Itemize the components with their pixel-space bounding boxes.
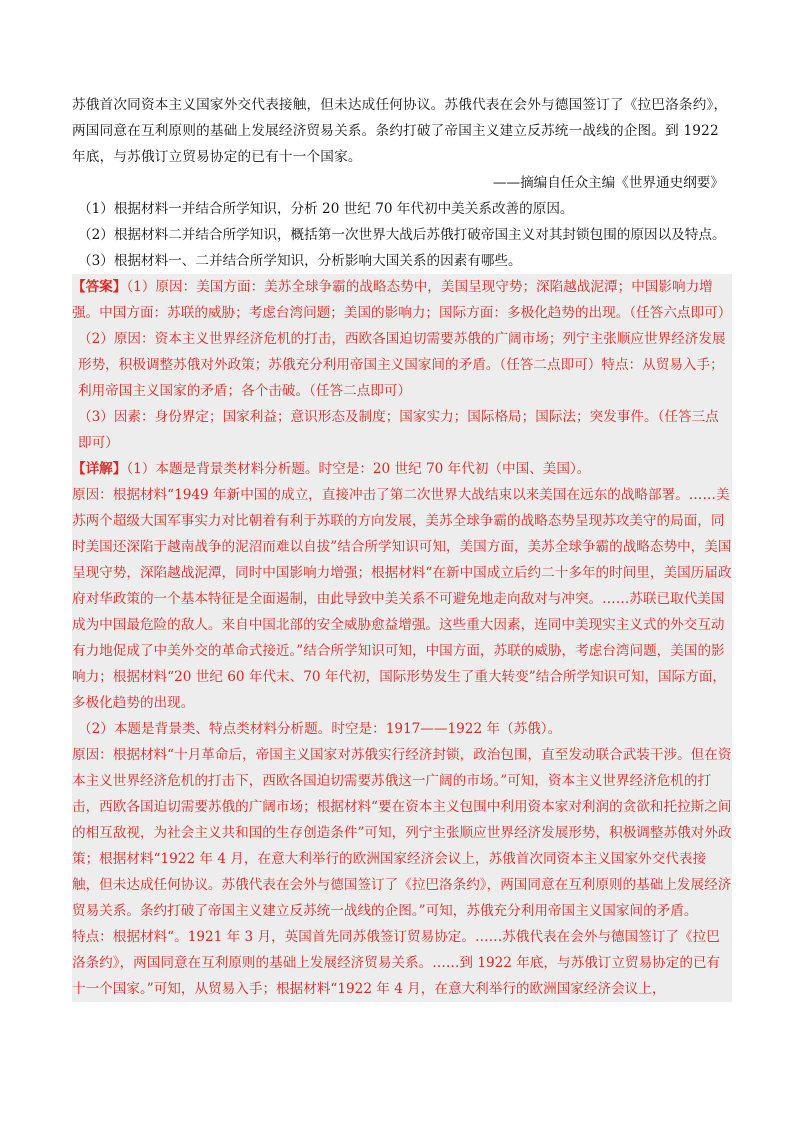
detail-paragraph-2: 原因：根据材料“十月革命后，帝国主义国家对苏俄实行经济封锁，政治包围，直至发动联合武装干涉。但在资本主义世界经济危机的打击下，西欧各国迫切需要苏俄这一广阔的市场。”可知，资本主义世界经济危机的打击，西欧各国迫切需要苏俄的广阔市场；根据材料“要在资本主义包围中利用资本家对利润的贪欲和托拉斯之间的相互敌视，为社会主义共和国的生存创造条件”可知，列宁主张顺应世界经济发展形势，积极调整苏俄对外政策；根据材料“1922 年 4 月，在意大利举行的欧洲国家经济会议上，苏俄首次同资本主义国家外交代表接触，但未达成任何协议。苏俄代表在会外与德国签订了《拉巴洛条约》，两国同意在互利原则的基础上发展经济贸易关系。条约打破了帝国主义建立反苏统一战线的企图。”可知，苏俄充分利用帝国主义国家间的矛盾。 <box>72 747 732 919</box>
detail-paragraph-3: 特点：根据材料“。1921 年 3 月，英国首先同苏俄签订贸易协定。……苏俄代表在会外与德国签订了《拉巴洛条约》，两国同意在互利原则的基础上发展经济贸易关系。……到 1922 年底，与苏俄订立贸易协定的已有十一个国家。”可知，从贸易入手；根据材料“1922 年 4 月，在意大利举行的欧洲国家经济会议上， <box>72 929 721 997</box>
answer-part-3: （3）因素：身份界定；国家利益；意识形态及制度；国家实力；国际格局；国际法；突发事件。（任答三点即可） <box>78 409 719 451</box>
question-1: （1）根据材料一并结合所学知识，分析 20 世纪 70 年代初中美关系改善的原因。 <box>78 201 574 217</box>
material-source: ——摘编自任众主编《世界通史纲要》 <box>492 175 724 191</box>
question-3: （3）根据材料一、二并结合所学知识，分析影响大国关系的因素有哪些。 <box>78 253 522 269</box>
question-2: （2）根据材料二并结合所学知识，概括第一次世界大战后苏俄打破帝国主义对其封锁包围的原因以及特点。 <box>78 227 726 243</box>
document-page <box>72 92 732 1002</box>
answer-part-2: （2）原因：资本主义世界经济危机的打击，西欧各国迫切需要苏俄的广阔市场；列宁主张顺应世界经济发展形势，积极调整苏俄对外政策；苏俄充分利用帝国主义国家间的矛盾。（任答二点即可）特点：从贸易入手；利用帝国主义国家的矛盾；各个击破。（任答二点即可） <box>78 331 726 399</box>
detail-tag: 【 详解 】 <box>72 461 126 477</box>
detail-intro-2: （2）本题是背景类、特点类材料分析题。时空是：1917——1922 年（苏俄）。 <box>78 721 562 737</box>
detail-intro-1 <box>72 456 732 482</box>
material-paragraph: 苏俄首次同资本主义国家外交代表接触，但未达成任何协议。苏俄代表在会外与德国签订了《拉巴洛条约》，两国同意在互利原则的基础上发展经济贸易关系。条约打破了帝国主义建立反苏统一战线的企图。到 1922 年底，与苏俄订立贸易协定的已有十一个国家。 <box>72 97 728 165</box>
answer-tag: 【 答案 】 <box>72 279 126 295</box>
answer-part-1 <box>72 274 732 326</box>
detail-paragraph-1: 原因：根据材料“1949 年新中国的成立，直接冲击了第二次世界大战结束以来美国在远东的战略部署。……美苏两个超级大国军事实力对比朝着有利于苏联的方向发展，美苏全球争霸的战略态势呈现苏攻美守的局面，同时美国还深陷于越南战争的泥沼而难以自拔”结合所学知识可知，美国方面，美苏全球争霸的战略态势中，美国呈现守势，深陷越战泥潭，同时中国影响力增强；根据材料“在新中国成立后约二十多年的时间里，美国历届政府对华政策的一个基本特征是全面遏制，由此导致中美关系不可避免地走向敌对与冲突。……苏联已取代美国成为中国最危险的敌人。来自中国北部的安全威胁愈益增强。这些重大因素，连同中美现实主义式的外交互动有力地促成了中美外交的革命式接近。”结合所学知识可知，中国方面，苏联的威胁，考虑台湾问题，美国的影响力；根据材料“20 世纪 60 年代末、70 年代初，国际形势发生了重大转变”结合所学知识可知，国际方面，多极化趋势的出现。 <box>72 487 732 711</box>
detail-intro-1-text: （1）本题是背景类材料分析题。时空是：20 世纪 70 年代初（中国、美国）。 <box>126 461 591 477</box>
answer-section <box>72 274 732 1002</box>
answer-text-1: （1）原因：美国方面：美苏全球争霸的战略态势中，美国呈现守势；深陷越战泥潭；中国影响力增强。中国方面：苏联的威胁；考虑台湾问题；美国的影响力；国际方面：多极化趋势的出现。（任答六点即可） <box>72 279 732 321</box>
